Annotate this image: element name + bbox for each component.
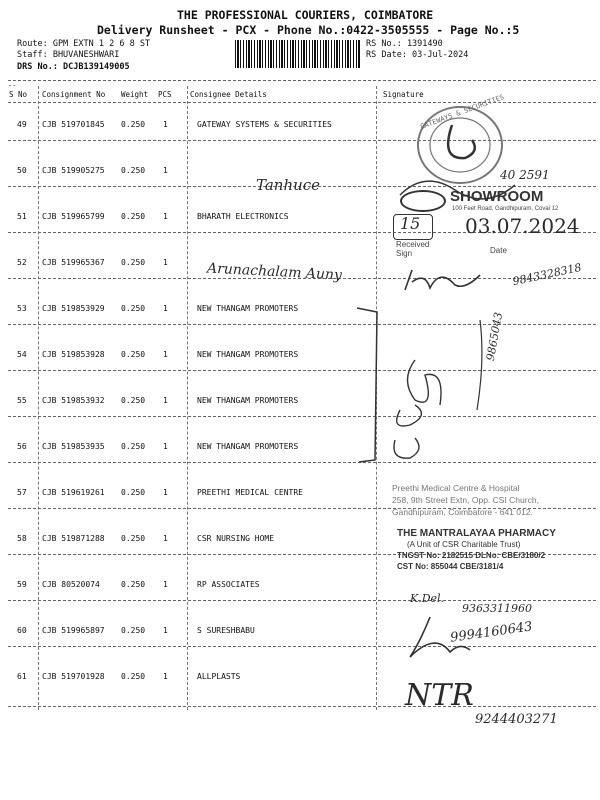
- row-sno: 54: [17, 350, 27, 359]
- row-pcs: 1: [163, 166, 168, 175]
- row-weight: 0.250: [121, 534, 146, 543]
- drs-number: DRS No.: DCJB139149005: [17, 62, 130, 72]
- row-weight: 0.250: [121, 304, 146, 313]
- row-sno: 58: [17, 534, 27, 543]
- company-title: THE PROFESSIONAL COURIERS, COIMBATORE: [177, 8, 434, 22]
- col-weight: Weight: [121, 90, 149, 99]
- pharmacy-name: THE MANTRALAYAA PHARMACY: [397, 528, 556, 539]
- row-weight: 0.250: [121, 396, 146, 405]
- header-rule-top: [8, 80, 596, 81]
- row-weight: 0.250: [121, 580, 146, 589]
- col-signature: Signature: [383, 90, 424, 99]
- row-weight: 0.250: [121, 120, 146, 129]
- row-consignee: ALLPLASTS: [197, 672, 241, 681]
- row-sno: 51: [17, 212, 27, 221]
- row-sno: 57: [17, 488, 27, 497]
- row-consignee: CSR NURSING HOME: [197, 534, 275, 543]
- handwritten-phone-52: 9843328318: [511, 260, 583, 289]
- preethi-stamp: [392, 482, 539, 518]
- col-consignment: Consignment No: [42, 90, 106, 99]
- pharmacy-cst: CST No: 855044 CBE/3181/4: [397, 562, 504, 571]
- showroom-name: SHOWROOM: [450, 188, 544, 205]
- row-consignment: CJB 519965799: [42, 212, 105, 221]
- signature-52: [400, 260, 520, 300]
- row-pcs: 1: [163, 120, 168, 129]
- row-consignment: CJB 519853932: [42, 396, 105, 405]
- col-sno: S No: [9, 90, 28, 99]
- preethi-stamp-line1: Preethi Medical Centre & Hospital: [392, 483, 520, 493]
- showroom-logo: [400, 190, 446, 212]
- row-pcs: 1: [163, 304, 168, 313]
- row-pcs: 1: [163, 626, 168, 635]
- runsheet-title: Delivery Runsheet - PCX - Phone No.:0422-3505555 - Page No.:5: [97, 23, 520, 37]
- row-sno: 56: [17, 442, 27, 451]
- pharmacy-subtitle: (A Unit of CSR Charitable Trust): [407, 540, 521, 549]
- handwritten-phone-61: 9244403271: [475, 712, 558, 727]
- row-consignee: NEW THANGAM PROMOTERS: [197, 442, 299, 451]
- row-consignee: PREETHI MEDICAL CENTRE: [197, 488, 303, 497]
- handwritten-consignee-50: Tanhuce: [256, 176, 321, 194]
- pharmacy-stamp: [397, 528, 556, 572]
- row-sno: 49: [17, 120, 27, 129]
- col-consignee: Consignee Details: [190, 90, 267, 99]
- row-consignee: S SURESHBABU: [197, 626, 255, 635]
- row-weight: 0.250: [121, 350, 146, 359]
- row-consignee: RP ASSOCIATES: [197, 580, 260, 589]
- row-weight: 0.250: [121, 626, 146, 635]
- row-pcs: 1: [163, 350, 168, 359]
- row-consignee: NEW THANGAM PROMOTERS: [197, 304, 299, 313]
- row-consignment: CJB 519619261: [42, 488, 105, 497]
- row-pcs: 1: [163, 580, 168, 589]
- row-consignment: CJB 519965367: [42, 258, 105, 267]
- row-sno: 55: [17, 396, 27, 405]
- row-sno: 52: [17, 258, 27, 267]
- signature-53-56: [385, 300, 545, 470]
- row-consignment: CJB 519701928: [42, 672, 105, 681]
- row-pcs: 1: [163, 212, 168, 221]
- staff-label: Staff: BHUVANESHWARI: [17, 50, 120, 60]
- table-row: [0, 644, 600, 690]
- showroom-sig-number: 40 2591: [500, 168, 550, 182]
- row-consignee: NEW THANGAM PROMOTERS: [197, 396, 299, 405]
- row-weight: 0.250: [121, 212, 146, 221]
- row-weight: 0.250: [121, 258, 146, 267]
- handwritten-phone-60: 9994160643: [449, 619, 534, 646]
- rule-marker: --: [8, 82, 17, 90]
- row-weight: 0.250: [121, 166, 146, 175]
- showroom-address: 100 Feet Road, Gandhipuram, Covai 12: [452, 206, 559, 212]
- gateway-stamp-text: GATEWAYS & SECURITIES: [419, 93, 506, 131]
- rs-number: RS No.: 1391490: [366, 39, 443, 49]
- row-pcs: 1: [163, 396, 168, 405]
- received-initial: 15: [400, 214, 421, 233]
- row-sno: 53: [17, 304, 27, 313]
- group-bracket: [355, 300, 385, 470]
- row-sno: 59: [17, 580, 27, 589]
- handwritten-date: 03.07.2024: [465, 214, 580, 238]
- pharmacy-tngst: TNGST No: 2182515 DLNo: CBE/3180/2: [397, 551, 546, 560]
- row-consignment: CJB 519871288: [42, 534, 105, 543]
- row-pcs: 1: [163, 672, 168, 681]
- preethi-stamp-line3: Gandhipuram, Coimbatore - 641 012.: [392, 507, 533, 517]
- signature-59: K.Del.: [410, 592, 445, 605]
- row-weight: 0.250: [121, 442, 146, 451]
- row-pcs: 1: [163, 442, 168, 451]
- rs-date: RS Date: 03-Jul-2024: [366, 50, 469, 60]
- row-consignment: CJB 519853935: [42, 442, 105, 451]
- route-label: Route: GPM EXTN 1 2 6 8 ST: [17, 39, 151, 49]
- row-pcs: 1: [163, 534, 168, 543]
- row-consignment: CJB 519965897: [42, 626, 105, 635]
- row-consignment: CJB 80520074: [42, 580, 100, 589]
- barcode: [235, 40, 360, 68]
- row-consignment: CJB 519853929: [42, 304, 105, 313]
- handwritten-phone-53: 9865043: [483, 311, 506, 362]
- row-pcs: 1: [163, 488, 168, 497]
- row-consignee: BHARATH ELECTRONICS: [197, 212, 289, 221]
- row-consignment: CJB 519905275: [42, 166, 105, 175]
- preethi-stamp-line2: 258, 9th Street Extn, Opp. CSI Church,: [392, 495, 539, 505]
- received-sign-label: Received Sign: [396, 240, 430, 258]
- row-consignee: NEW THANGAM PROMOTERS: [197, 350, 299, 359]
- row-sno: 61: [17, 672, 27, 681]
- row-weight: 0.250: [121, 488, 146, 497]
- date-label: Date: [490, 246, 507, 255]
- row-rule: [8, 706, 596, 707]
- row-consignee: GATEWAY SYSTEMS & SECURITIES: [197, 120, 332, 129]
- row-consignment: CJB 519701845: [42, 120, 105, 129]
- handwritten-phone-59: 9363311960: [462, 602, 532, 615]
- table-row: [0, 92, 600, 138]
- handwritten-consignee-52: Arunachalam Auny: [206, 260, 343, 284]
- signature-61: NTR: [405, 678, 474, 713]
- row-weight: 0.250: [121, 672, 146, 681]
- row-pcs: 1: [163, 258, 168, 267]
- row-consignment: CJB 519853928: [42, 350, 105, 359]
- row-sno: 60: [17, 626, 27, 635]
- col-pcs: PCS: [158, 90, 172, 99]
- row-sno: 50: [17, 166, 27, 175]
